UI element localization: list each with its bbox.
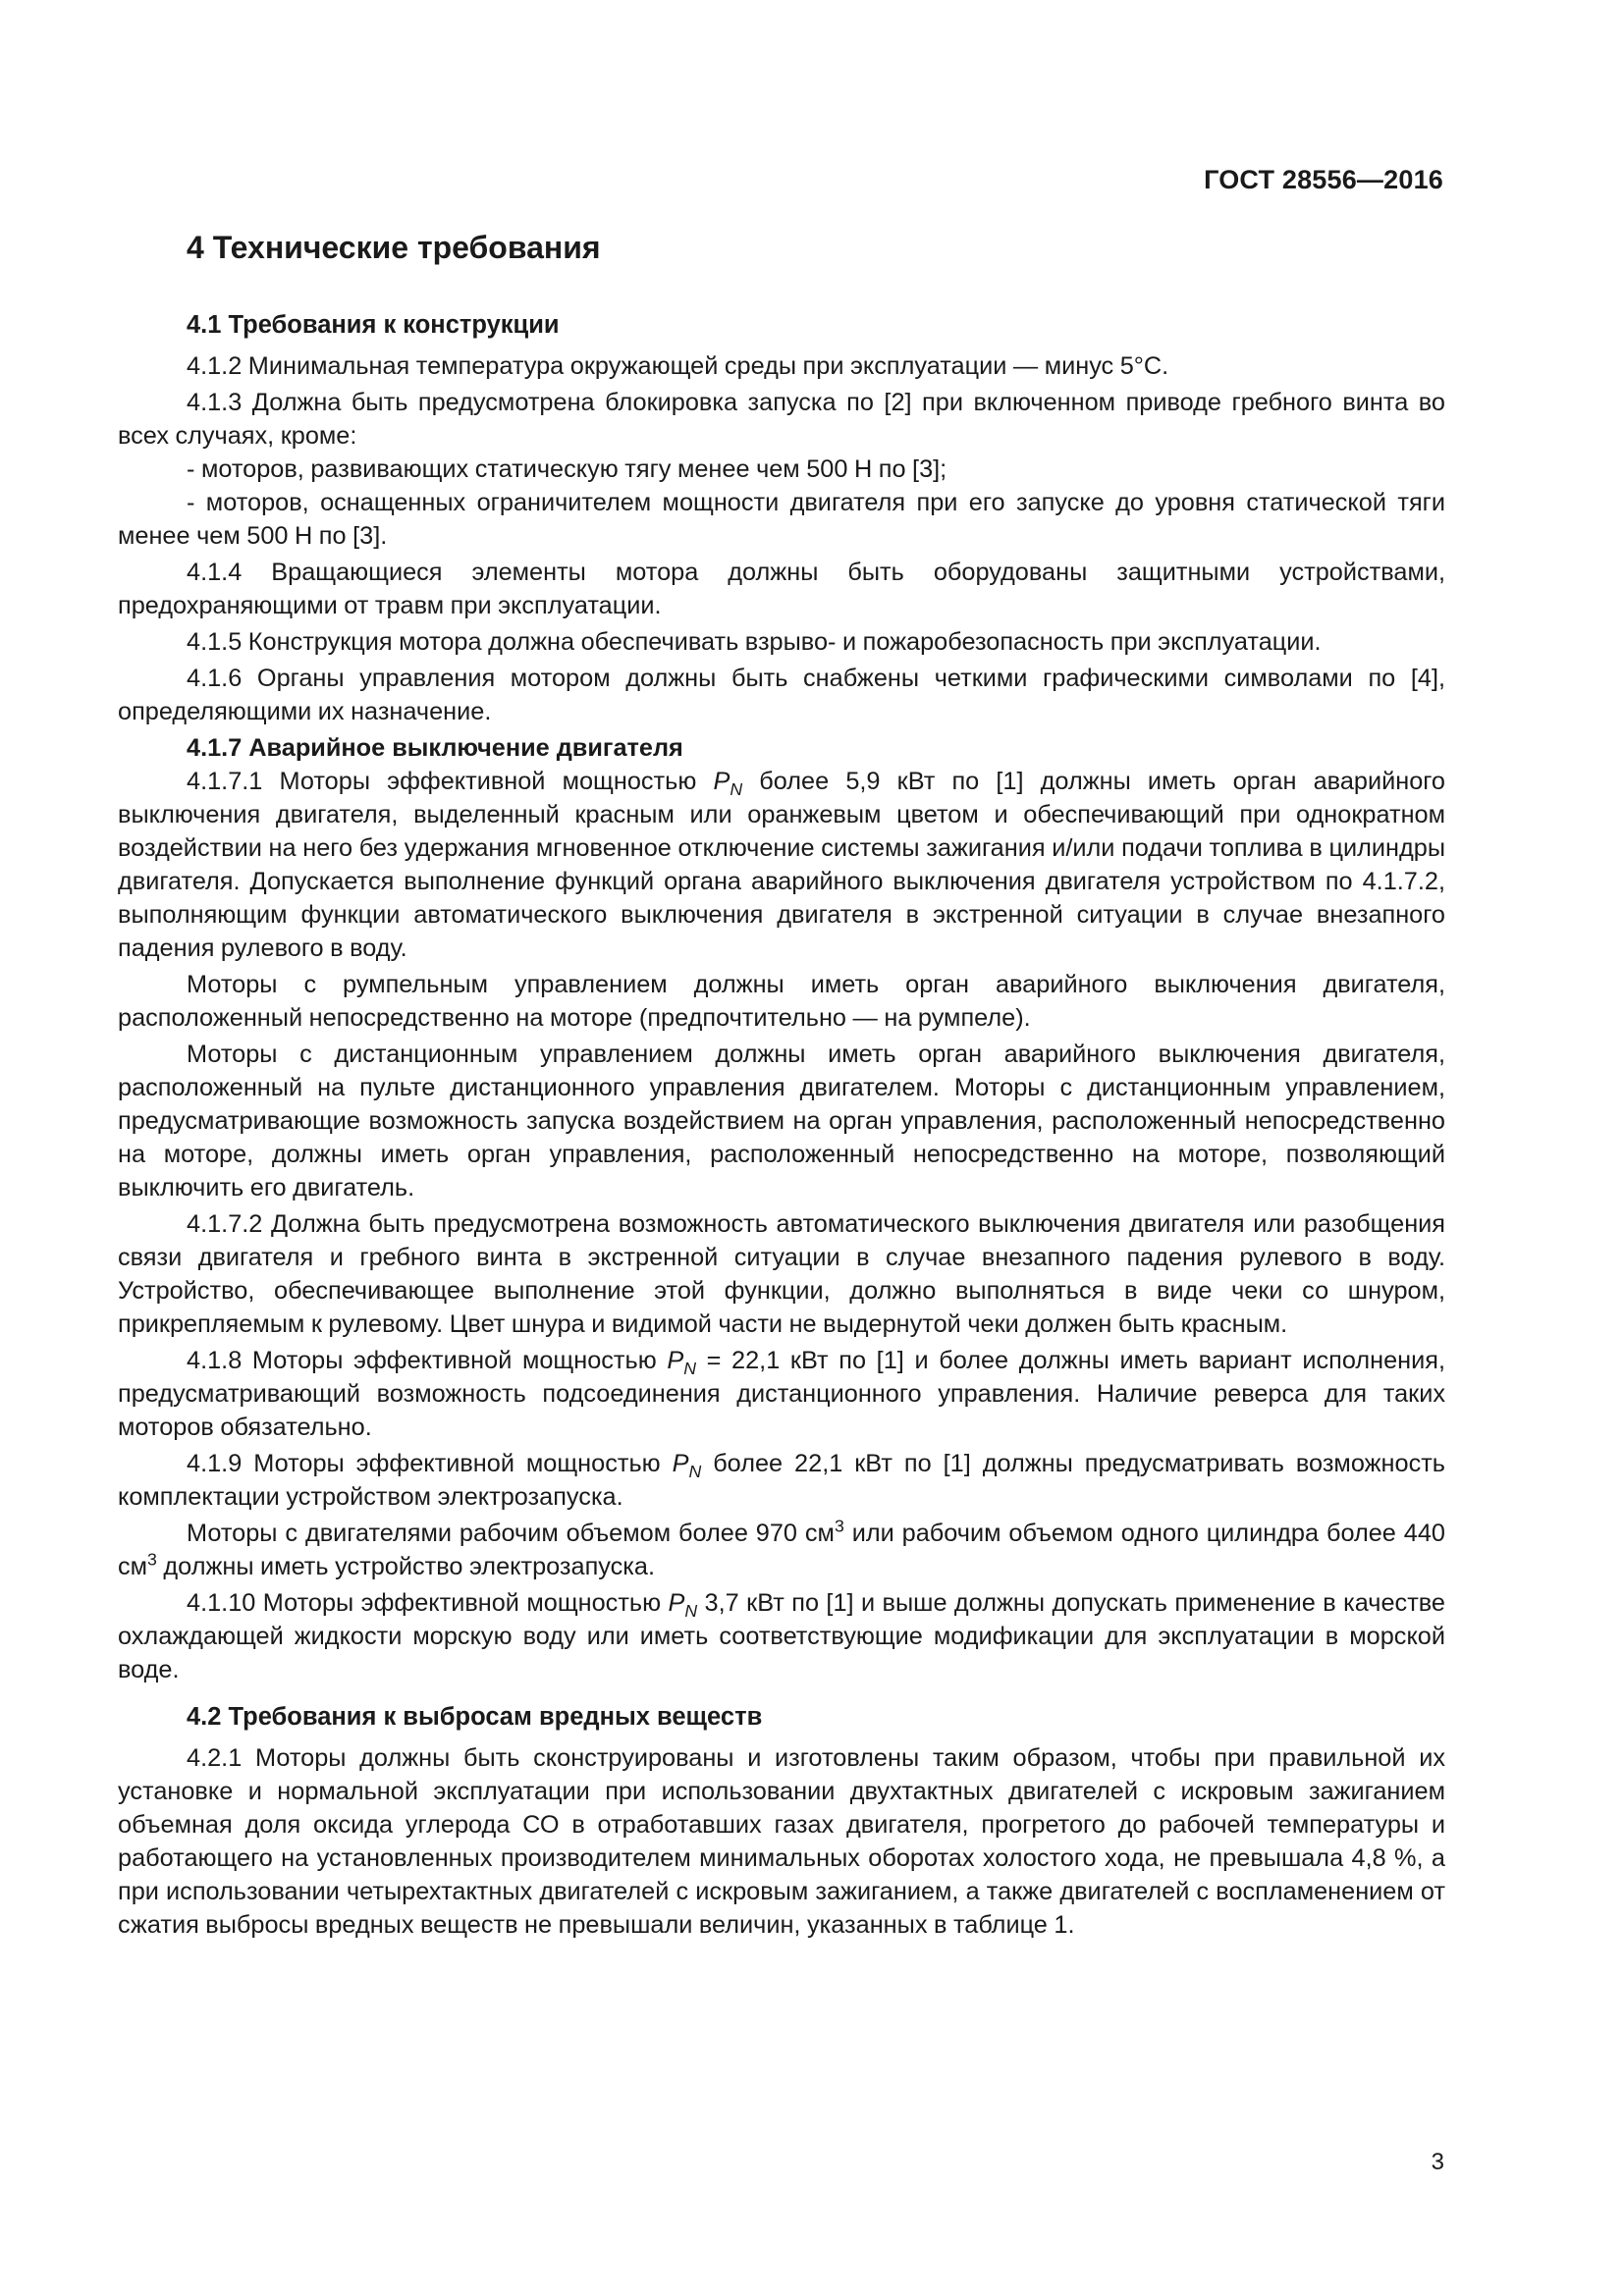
page-content [118,228,1445,1945]
displacement-text-middle: или рабочим объемом одного цилиндра более 440 см [118,1520,1445,1580]
paragraph-4-1-10 [118,1586,1445,1686]
cubic-superscript: 3 [147,1549,157,1570]
power-symbol: P [667,1347,684,1374]
list-item-power-limiter: - моторов, оснащенных ограничителем мощности двигателя при его запуске до уровня статической тяги менее чем 500 Н по [3]. [118,489,1445,550]
power-symbol-subscript: N [684,1601,698,1622]
paragraph-4-1-7-2: 4.1.7.2 Должна быть предусмотрена возможность автоматического выключения двигателя или разобщения связи двигателя и гребного винта в экстренной ситуации в случае внезапного падения рулевого в воду. Устройство, обеспечивающее выполнение этой функции, должно выполняться в виде чеки со шнуром, прикрепляемым к рулевому. Цвет шнура и видимой части не выдернутой чеки должен быть красным. [118,1210,1445,1338]
paragraph-4-1-9 [118,1447,1445,1514]
document-code-header: ГОСТ 28556—2016 [1204,165,1443,194]
subsection-title-4-2: 4.2 Требования к выбросам вредных веществ [187,1703,763,1731]
paragraph-4-1-8-start: 4.1.8 Моторы эффективной мощностью [187,1347,668,1374]
power-symbol: P [713,768,730,795]
paragraph-remote-control: Моторы с дистанционным управлением должны иметь орган аварийного выключения двигателя, расположенный на пульте дистанционного управления двигателем. Моторы с дистанционным управлением, предусматривающие возможность запуска воздействием на орган управления, расположенный непосредственно на моторе, должны иметь орган управления, расположенный непосредственно на моторе, позволяющий выключить его двигатель. [118,1041,1445,1201]
paragraph-4-1-8-end: = 22,1 кВт по [1] и более должны иметь вариант исполнения, предусматривающий возможность подсоединения дистанционного управления. Наличие реверса для таких моторов обязательно. [118,1347,1445,1441]
section-title: 4 Технические требования [187,230,601,265]
paragraph-tiller-control: Моторы с румпельным управлением должны иметь орган аварийного выключения двигателя, расположенный непосредственно на моторе (предпочтительно — на румпеле). [118,971,1445,1032]
paragraph-4-1-6: 4.1.6 Органы управления мотором должны быть снабжены четкими графическими символами по [4], определяющими их назначение. [118,665,1445,725]
list-item-static-thrust: - моторов, развивающих статическую тягу менее чем 500 Н по [3]; [187,455,947,483]
clause-title-4-1-7: 4.1.7 Аварийное выключение двигателя [187,734,683,762]
power-symbol: P [668,1589,685,1617]
paragraph-4-1-9-start: 4.1.9 Моторы эффективной мощностью [187,1450,673,1477]
paragraph-4-1-8 [118,1344,1445,1444]
displacement-text-end: должны иметь устройство электрозапуска. [156,1553,656,1580]
paragraph-displacement [118,1517,1445,1583]
cubic-superscript: 3 [834,1516,844,1536]
paragraph-4-1-2: 4.1.2 Минимальная температура окружающей среды при эксплуатации — минус 5°С. [187,352,1169,380]
subsection-title-4-1: 4.1 Требования к конструкции [187,311,560,339]
paragraph-4-1-7-1-start: 4.1.7.1 Моторы эффективной мощностью [187,768,714,795]
paragraph-4-1-3: 4.1.3 Должна быть предусмотрена блокировка запуска по [2] при включенном приводе гребного винта во всех случаях, кроме: [118,389,1445,450]
paragraph-4-1-7-1 [118,765,1445,965]
paragraph-4-1-4: 4.1.4 Вращающиеся элементы мотора должны быть оборудованы защитными устройствами, предохраняющими от травм при эксплуатации. [118,559,1445,619]
page-number: 3 [1431,2149,1444,2175]
paragraph-4-1-7-1-end: более 5,9 кВт по [1] должны иметь орган аварийного выключения двигателя, выделенный красным или оранжевым цветом и обеспечивающий при однократном воздействии на него без удержания мгновенное отключение системы зажигания и/или подачи топлива в цилиндры двигателя. Допускается выполнение функций органа аварийного выключения двигателя устройством по 4.1.7.2, выполняющим функции автоматического выключения двигателя в экстренной ситуации в случае внезапного падения рулевого в воду. [118,768,1445,962]
paragraph-4-1-10-start: 4.1.10 Моторы эффективной мощностью [187,1589,669,1617]
paragraph-4-1-10-end: 3,7 кВт по [1] и выше должны допускать применение в качестве охлаждающей жидкости морскую воду или иметь соответствующие модификации для эксплуатации в морской воде. [118,1589,1445,1683]
paragraph-4-2-1: 4.2.1 Моторы должны быть сконструированы и изготовлены таким образом, чтобы при правильной их установке и нормальной эксплуатации при использовании двухтактных двигателей с искровым зажиганием объемная доля оксида углерода СО в отработавших газах двигателя, прогретого до рабочей температуры и работающего на установленных производителем минимальных оборотах холостого хода, не превышала 4,8 %, а при использовании четырехтактных двигателей с искровым зажиганием, а также двигателей с воспламенением от сжатия выбросы вредных веществ не превышали величин, указанных в таблице 1. [118,1744,1445,1939]
power-symbol-subscript: N [683,1359,696,1379]
power-symbol-subscript: N [730,779,743,800]
displacement-text-start: Моторы с двигателями рабочим объемом более 970 см [187,1520,835,1547]
paragraph-4-1-5: 4.1.5 Конструкция мотора должна обеспечивать взрыво- и пожаробезопасность при эксплуатации. [187,628,1322,656]
power-symbol-subscript: N [688,1462,702,1482]
paragraph-4-1-9-end: более 22,1 кВт по [1] должны предусматривать возможность комплектации устройством электрозапуска. [118,1450,1445,1511]
power-symbol: P [672,1450,689,1477]
